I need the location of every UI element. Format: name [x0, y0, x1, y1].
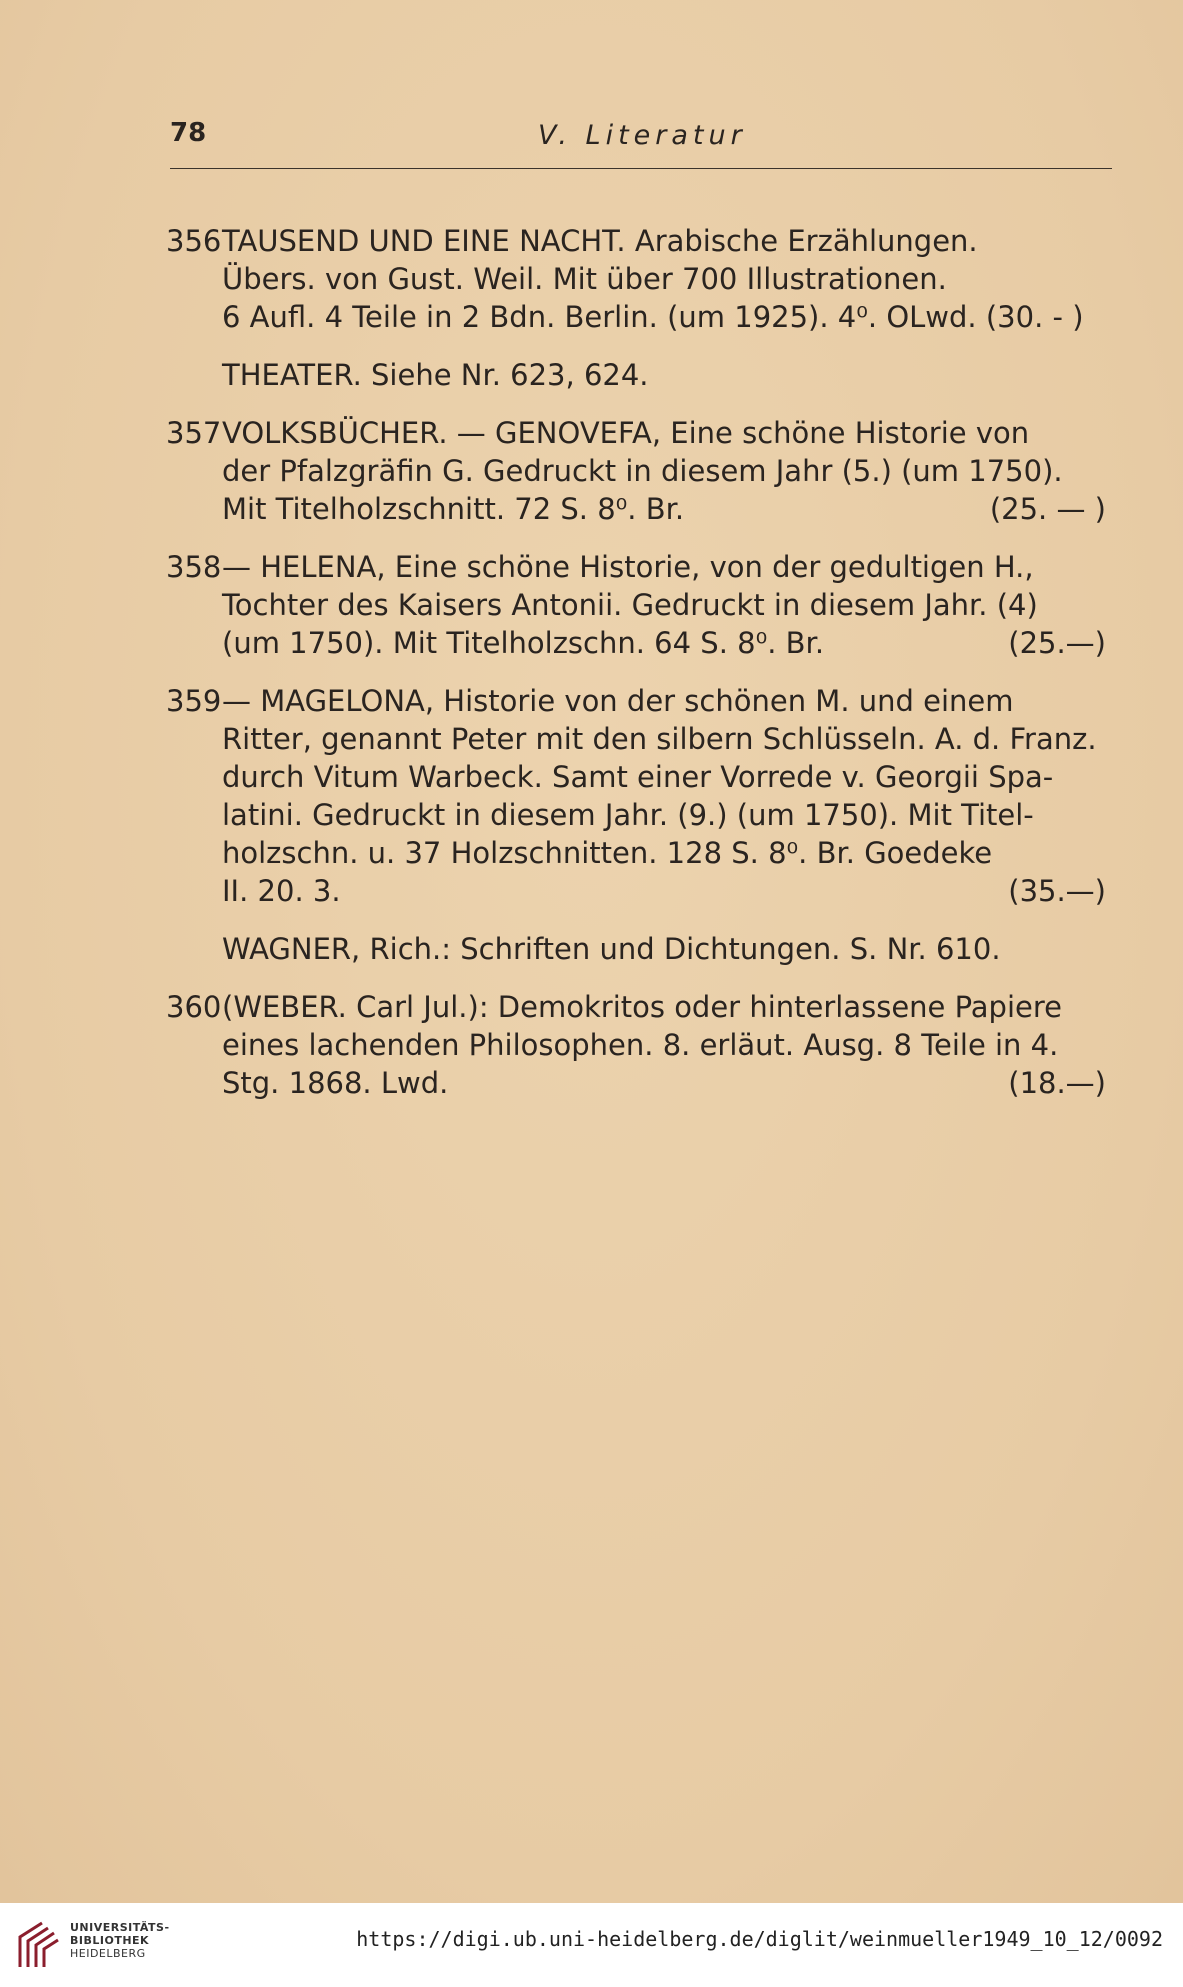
entry-line — [222, 1064, 1116, 1102]
entry-line: TAUSEND UND EINE NACHT. Arabische Erzählungen. — [222, 224, 978, 258]
entry-line: (WEBER. Carl Jul.): Demokritos oder hinterlassene Papiere — [222, 990, 1062, 1024]
library-name-line: HEIDELBERG — [70, 1947, 146, 1960]
library-name — [70, 1921, 170, 1960]
entry-number: 359 — [166, 684, 222, 718]
entry-line: Ritter, genannt Peter mit den silbern Schlüsseln. A. d. Franz. — [222, 722, 1097, 756]
entry-line-text: (um 1750). Mit Titelholzschn. 64 S. 8⁰. Br. — [222, 626, 825, 660]
entry-line-text: Stg. 1868. Lwd. — [222, 1066, 449, 1100]
entry-line — [222, 872, 1116, 910]
entry-number: 357 — [166, 416, 222, 450]
entry-line: — HELENA, Eine schöne Historie, von der gedultigen H., — [222, 550, 1034, 584]
library-name-line: BIBLIOTHEK — [70, 1934, 150, 1947]
header-rule — [170, 168, 1112, 169]
entry-price: (18.—) — [1008, 1066, 1106, 1100]
page-header — [170, 118, 1112, 158]
catalog-entry-358 — [166, 548, 1116, 662]
entry-line: — MAGELONA, Historie von der schönen M. und einem — [222, 684, 1014, 718]
catalog-entry-359 — [166, 682, 1116, 910]
cross-reference-wagner: WAGNER, Rich.: Schriften und Dichtungen. S. Nr. 610. — [222, 932, 1001, 966]
entry-line: latini. Gedruckt in diesem Jahr. (9.) (um 1750). Mit Titel- — [222, 798, 1034, 832]
entry-line: holzschn. u. 37 Holzschnitten. 128 S. 8⁰. Br. Goedeke — [222, 836, 993, 870]
entry-number: 358 — [166, 550, 222, 584]
entry-line: Tochter des Kaisers Antonii. Gedruckt in diesem Jahr. (4) — [222, 588, 1038, 622]
entry-price: (25.—) — [1008, 626, 1106, 660]
entry-line — [222, 624, 1116, 662]
entry-line-text: II. 20. 3. — [222, 874, 341, 908]
viewer-footer — [0, 1903, 1183, 1987]
cross-reference-theater: THEATER. Siehe Nr. 623, 624. — [222, 358, 649, 392]
entry-line-text: Mit Titelholzschnitt. 72 S. 8⁰. Br. — [222, 492, 685, 526]
catalog-entry-360 — [166, 988, 1116, 1102]
catalog-entry-357 — [166, 414, 1116, 528]
catalog-entries — [166, 222, 1116, 1122]
entry-number: 356 — [166, 224, 222, 258]
entry-line: VOLKSBÜCHER. — GENOVEFA, Eine schöne Historie von — [222, 416, 1030, 450]
entry-line: der Pfalzgräfin G. Gedruckt in diesem Jahr (5.) (um 1750). — [222, 454, 1063, 488]
library-name-line: UNIVERSITÄTS- — [70, 1921, 170, 1934]
entry-line: Übers. von Gust. Weil. Mit über 700 Illustrationen. — [222, 262, 947, 296]
entry-price: (35.—) — [1008, 874, 1106, 908]
running-head: V. Literatur — [538, 120, 747, 151]
catalog-entry-356 — [166, 222, 1116, 336]
entry-line: 6 Aufl. 4 Teile in 2 Bdn. Berlin. (um 1925). 4⁰. OLwd. (30. - ) — [222, 300, 1084, 334]
entry-line — [222, 490, 1116, 528]
entry-line: durch Vitum Warbeck. Samt einer Vorrede v. Georgii Spa- — [222, 760, 1054, 794]
entry-price: (25. — ) — [989, 492, 1106, 526]
source-url[interactable]: https://digi.ub.uni-heidelberg.de/diglit/weinmueller1949_10_12/0092 — [356, 1927, 1163, 1951]
ub-heidelberg-logo-icon — [12, 1915, 64, 1975]
entry-line: eines lachenden Philosophen. 8. erläut. Ausg. 8 Teile in 4. — [222, 1028, 1059, 1062]
entry-number: 360 — [166, 990, 222, 1024]
page-number: 78 — [170, 118, 207, 148]
